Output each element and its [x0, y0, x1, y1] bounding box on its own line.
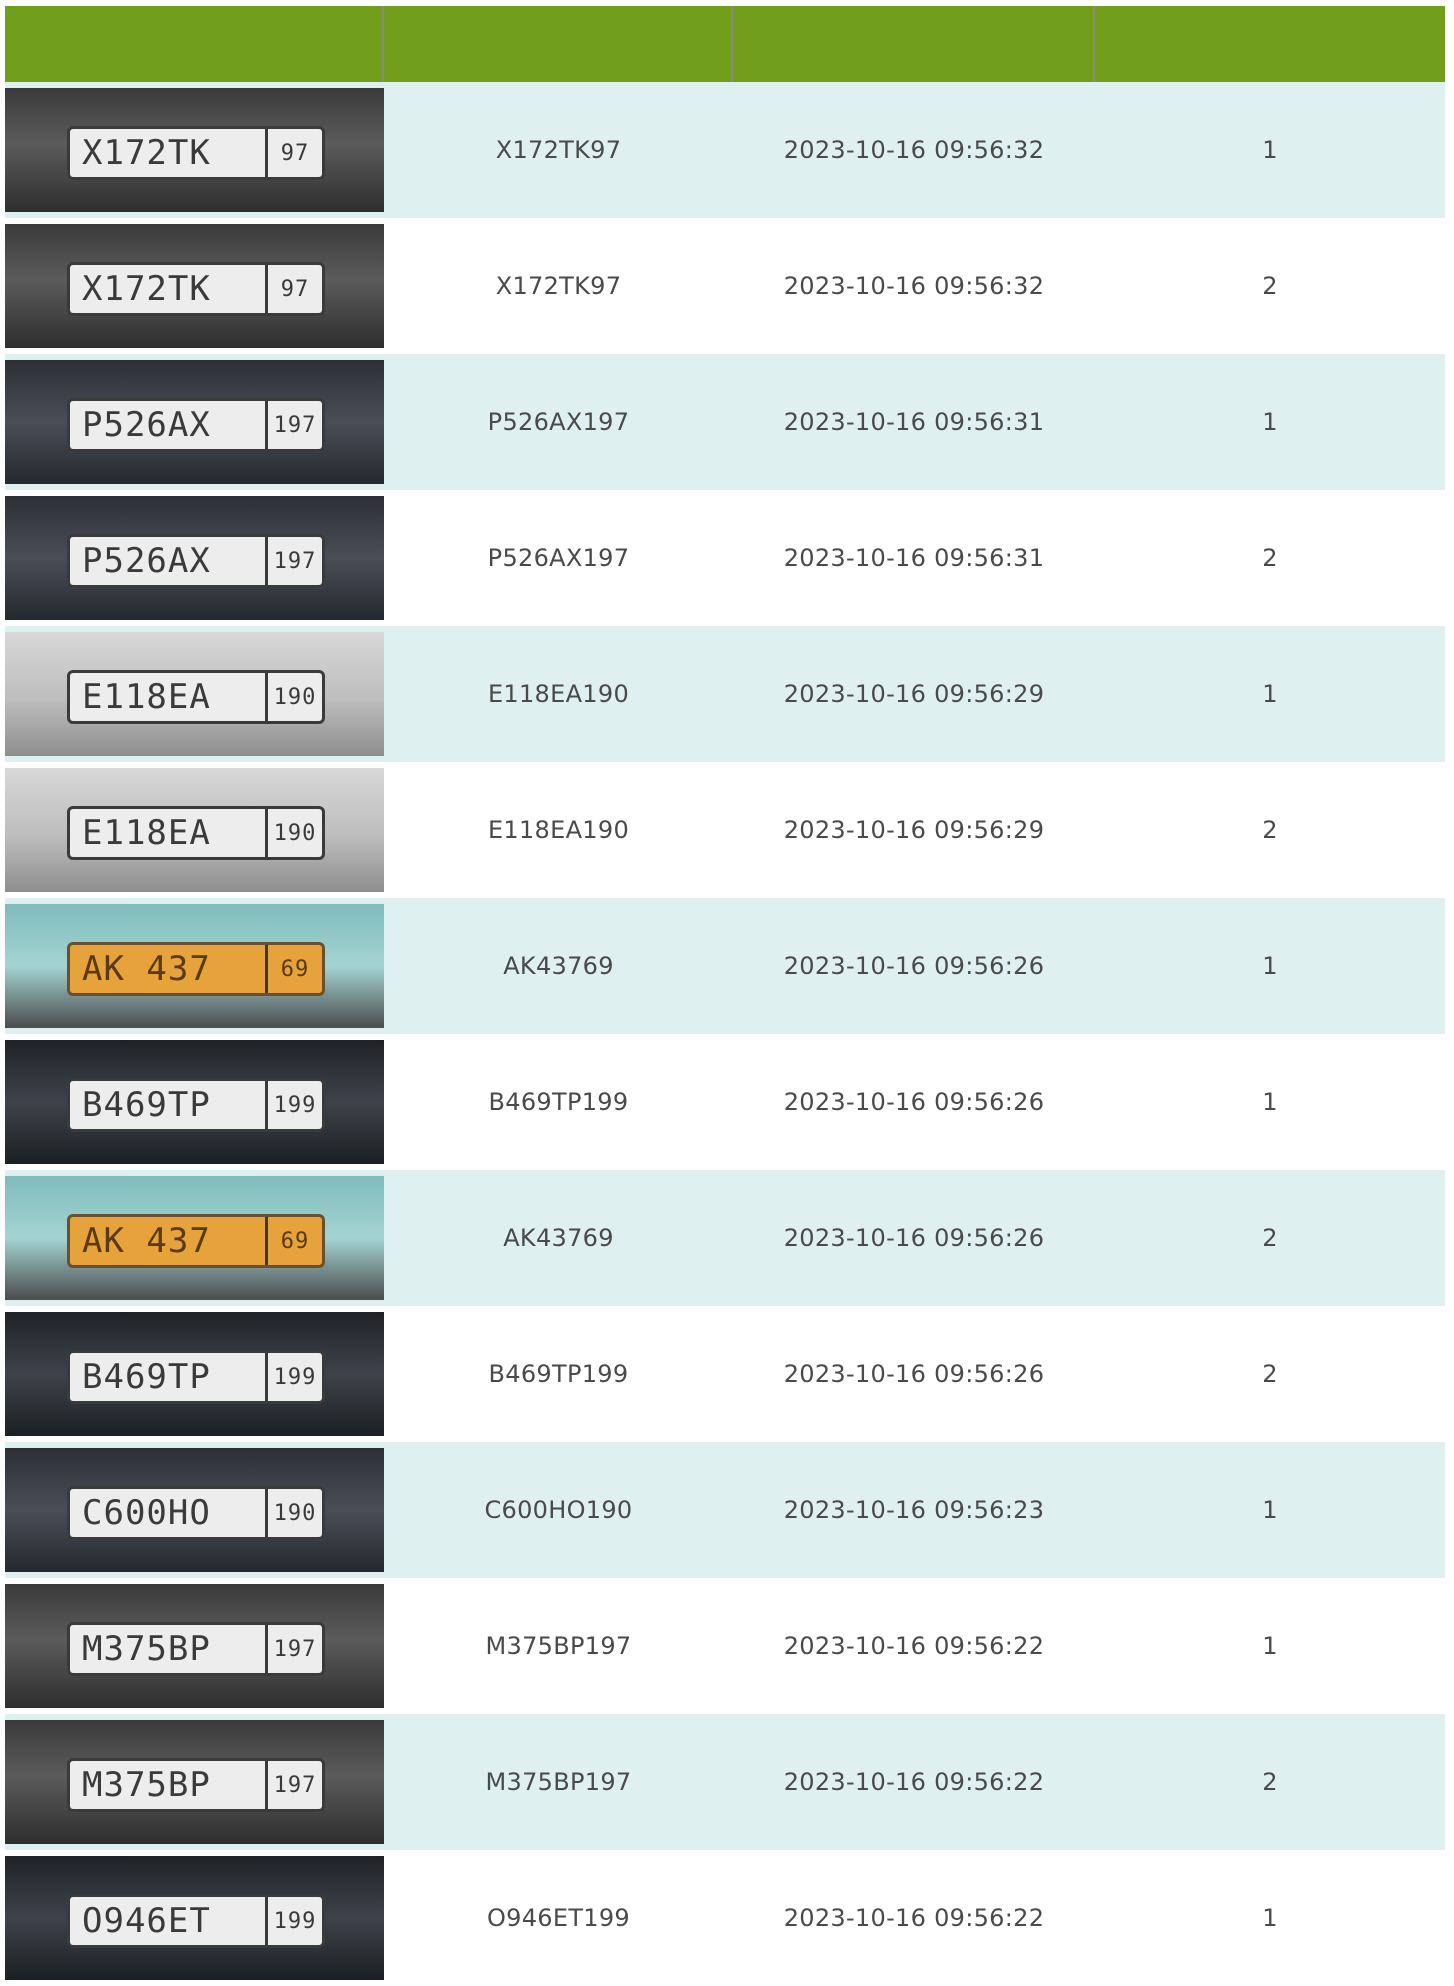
plate-photo-text: X172TK [82, 269, 211, 309]
plate-photo[interactable] [5, 1176, 384, 1300]
plate-photo[interactable] [5, 496, 384, 620]
table-row[interactable] [5, 1170, 1445, 1306]
count-cell: 2 [1262, 816, 1278, 844]
plate-photo-region: 199 [265, 1081, 322, 1129]
plate-image-cell [5, 490, 384, 626]
plate-image-cell [5, 354, 384, 490]
table-row[interactable] [5, 1034, 1445, 1170]
count-cell: 2 [1262, 1768, 1278, 1796]
plate-photo-text: B469TP [82, 1357, 211, 1397]
timestamp-cell: 2023-10-16 09:56:26 [783, 1088, 1045, 1116]
plate-number-cell: C600HO190 [484, 1496, 633, 1524]
plate-photo[interactable] [5, 1312, 384, 1436]
count-cell: 2 [1262, 544, 1278, 572]
plate-photo[interactable] [5, 88, 384, 212]
plate-number-cell: P526AX197 [487, 408, 630, 436]
plate-photo-plate [67, 806, 325, 860]
plate-photo[interactable] [5, 632, 384, 756]
plate-image-cell [5, 762, 384, 898]
plate-photo-text: B469TP [82, 1085, 211, 1125]
timestamp-cell: 2023-10-16 09:56:31 [783, 408, 1045, 436]
table-row[interactable] [5, 898, 1445, 1034]
plate-image-cell [5, 1442, 384, 1578]
plate-number-cell: AK43769 [503, 952, 614, 980]
plate-photo-region: 197 [265, 537, 322, 585]
plate-photo[interactable] [5, 768, 384, 892]
table-body [5, 82, 1445, 1986]
count-cell: 2 [1262, 1224, 1278, 1252]
plate-image-cell [5, 898, 384, 1034]
plate-photo[interactable] [5, 224, 384, 348]
timestamp-cell: 2023-10-16 09:56:22 [783, 1768, 1045, 1796]
table-header [5, 6, 1445, 82]
plate-photo-plate [67, 670, 325, 724]
plate-image-cell [5, 1578, 384, 1714]
plate-photo-region: 97 [265, 129, 322, 177]
plate-number-cell: X172TK97 [495, 272, 622, 300]
plate-photo-plate [67, 1214, 325, 1268]
timestamp-cell: 2023-10-16 09:56:29 [783, 816, 1045, 844]
plate-number-cell: M375BP197 [485, 1632, 632, 1660]
plate-image-cell [5, 1714, 384, 1850]
count-cell: 1 [1262, 1632, 1278, 1660]
plate-photo-text: P526AX [82, 541, 211, 581]
count-cell: 1 [1262, 1088, 1278, 1116]
plate-number-cell: M375BP197 [485, 1768, 632, 1796]
plate-number-cell: E118EA190 [487, 816, 630, 844]
plate-photo-plate [67, 1350, 325, 1404]
plate-number-cell: B469TP199 [488, 1088, 629, 1116]
count-cell: 1 [1262, 952, 1278, 980]
plate-photo-region: 69 [265, 945, 322, 993]
table-row[interactable] [5, 1714, 1445, 1850]
count-cell: 1 [1262, 408, 1278, 436]
timestamp-cell: 2023-10-16 09:56:32 [783, 136, 1045, 164]
plate-number-cell: B469TP199 [488, 1360, 629, 1388]
plate-image-cell [5, 1306, 384, 1442]
plate-photo-text: O946ET [82, 1901, 211, 1941]
plate-number-cell: E118EA190 [487, 680, 630, 708]
timestamp-cell: 2023-10-16 09:56:22 [783, 1904, 1045, 1932]
plate-photo-region: 190 [265, 809, 322, 857]
plate-recognition-table [5, 6, 1445, 1986]
count-cell: 1 [1262, 1496, 1278, 1524]
table-row[interactable] [5, 490, 1445, 626]
plate-photo[interactable] [5, 360, 384, 484]
plate-photo-plate [67, 262, 325, 316]
table-row[interactable] [5, 762, 1445, 898]
table-row[interactable] [5, 1578, 1445, 1714]
plate-photo[interactable] [5, 1720, 384, 1844]
plate-photo-text: AK 437 [82, 1221, 211, 1261]
timestamp-cell: 2023-10-16 09:56:31 [783, 544, 1045, 572]
plate-photo-plate [67, 1486, 325, 1540]
table-row[interactable] [5, 1442, 1445, 1578]
plate-photo-text: X172TK [82, 133, 211, 173]
plate-photo-region: 197 [265, 1761, 322, 1809]
plate-image-cell [5, 1850, 384, 1986]
plate-photo-text: P526AX [82, 405, 211, 445]
plate-photo-region: 190 [265, 1489, 322, 1537]
plate-photo-plate [67, 1078, 325, 1132]
plate-image-cell [5, 626, 384, 762]
timestamp-cell: 2023-10-16 09:56:29 [783, 680, 1045, 708]
plate-photo-text: AK 437 [82, 949, 211, 989]
count-cell: 1 [1262, 136, 1278, 164]
timestamp-cell: 2023-10-16 09:56:26 [783, 1224, 1045, 1252]
plate-image-cell [5, 82, 384, 218]
plate-photo-plate [67, 398, 325, 452]
timestamp-cell: 2023-10-16 09:56:23 [783, 1496, 1045, 1524]
plate-photo-region: 199 [265, 1353, 322, 1401]
plate-photo-region: 97 [265, 265, 322, 313]
plate-photo-plate [67, 942, 325, 996]
plate-photo[interactable] [5, 1584, 384, 1708]
count-cell: 2 [1262, 1360, 1278, 1388]
plate-image-cell [5, 1170, 384, 1306]
plate-photo[interactable] [5, 1040, 384, 1164]
plate-image-cell [5, 1034, 384, 1170]
plate-number-cell: AK43769 [503, 1224, 614, 1252]
header-cell-time[interactable] [733, 6, 1095, 82]
table-row[interactable] [5, 82, 1445, 218]
count-cell: 1 [1262, 680, 1278, 708]
plate-photo-text: M375BP [82, 1765, 211, 1805]
plate-photo[interactable] [5, 1856, 384, 1980]
plate-photo-region: 69 [265, 1217, 322, 1265]
timestamp-cell: 2023-10-16 09:56:26 [783, 1360, 1045, 1388]
plate-photo-plate [67, 126, 325, 180]
plate-number-cell: P526AX197 [487, 544, 630, 572]
table-row[interactable] [5, 1850, 1445, 1986]
plate-photo-text: E118EA [82, 813, 211, 853]
plate-number-cell: O946ET199 [486, 1904, 631, 1932]
table-row[interactable] [5, 354, 1445, 490]
plate-photo[interactable] [5, 1448, 384, 1572]
plate-photo-plate [67, 1758, 325, 1812]
plate-photo-text: E118EA [82, 677, 211, 717]
count-cell: 2 [1262, 272, 1278, 300]
plate-photo-plate [67, 1622, 325, 1676]
plate-photo-region: 190 [265, 673, 322, 721]
table-row[interactable] [5, 1306, 1445, 1442]
timestamp-cell: 2023-10-16 09:56:22 [783, 1632, 1045, 1660]
timestamp-cell: 2023-10-16 09:56:32 [783, 272, 1045, 300]
plate-image-cell [5, 218, 384, 354]
plate-photo[interactable] [5, 904, 384, 1028]
plate-photo-plate [67, 1894, 325, 1948]
plate-photo-region: 199 [265, 1897, 322, 1945]
plate-photo-region: 197 [265, 1625, 322, 1673]
header-cell-count[interactable] [1095, 6, 1445, 82]
count-cell: 1 [1262, 1904, 1278, 1932]
plate-photo-text: M375BP [82, 1629, 211, 1669]
plate-photo-text: C600HO [82, 1493, 211, 1533]
plate-photo-plate [67, 534, 325, 588]
plate-photo-region: 197 [265, 401, 322, 449]
plate-number-cell: X172TK97 [495, 136, 622, 164]
timestamp-cell: 2023-10-16 09:56:26 [783, 952, 1045, 980]
header-cell-image[interactable] [5, 6, 384, 82]
header-cell-plate[interactable] [384, 6, 733, 82]
table-row[interactable] [5, 626, 1445, 762]
table-row[interactable] [5, 218, 1445, 354]
